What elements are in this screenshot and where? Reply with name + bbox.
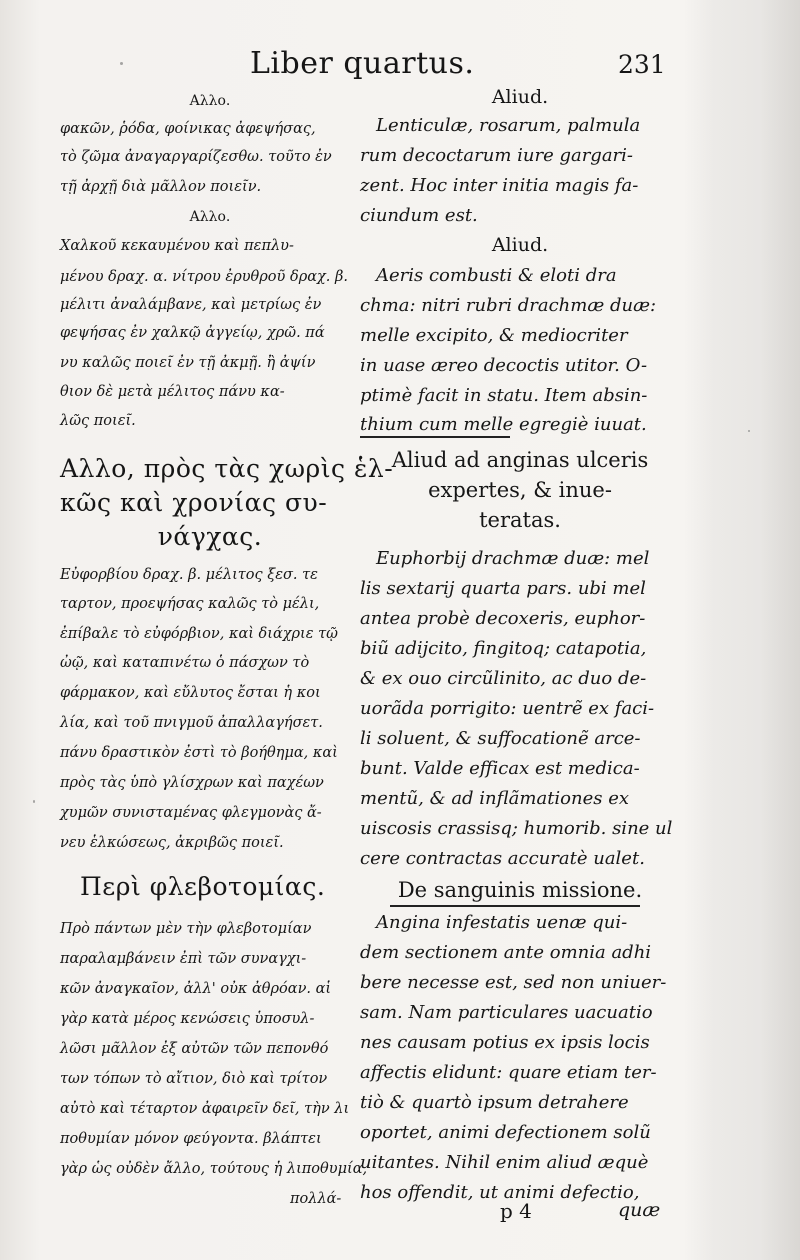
greek-line: φεψήσας ἐν χαλκῷ ἀγγείῳ, χρῶ. πά — [60, 325, 325, 341]
latin-line: Lenticulæ, rosarum, palmula — [376, 115, 641, 136]
latin-line: melle excipito, & mediocriter — [360, 325, 628, 346]
greek-line: τὸ ζῶμα ἀναγαργαρίζεσθω. τοῦτο ἐν — [60, 149, 332, 165]
greek-line: Αλλο, πρὸς τὰς χωρὶς ἑλ- — [60, 454, 394, 483]
page-gutter-shadow — [684, 0, 800, 1260]
greek-line: μένου δραχ. α. νίτρου ἐρυθροῦ δραχ. β. — [60, 269, 349, 285]
latin-line: affectis elidunt: quare etiam ter- — [360, 1062, 657, 1083]
greek-line: νυ καλῶς ποιεῖ ἐν τῇ ἀκμῇ. ἢ ἀψίν — [60, 355, 316, 371]
latin-line: rum decoctarum iure gargari- — [360, 145, 633, 166]
greek-line: τῇ ἀρχῇ διὰ μᾶλλον ποιεῖν. — [60, 179, 262, 195]
greek-line: Αλλο. — [189, 93, 231, 109]
greek-line: λία, καὶ τοῦ πνιγμοῦ ἀπαλλαγήσετ. — [60, 715, 323, 731]
greek-line: πολλά- — [290, 1191, 342, 1207]
latin-line: uitantes. Nihil enim aliud æquè — [360, 1152, 649, 1173]
greek-line: Χαλκοῦ κεκαυμένου καὶ πεπλυ- — [60, 238, 294, 254]
latin-line: bunt. Valde efficax est medica- — [360, 758, 640, 779]
latin-line: De sanguinis missione. — [397, 878, 643, 902]
greek-line: πρὸς τὰς ὑπὸ γλίσχρων καὶ παχέων — [60, 775, 324, 791]
greek-line: λῶσι μᾶλλον ἐξ αὐτῶν τῶν πεπονθό — [60, 1041, 329, 1057]
greek-text-column — [60, 84, 394, 1220]
greek-line: νευ ἑλκώσεως, ἀκριβῶς ποιεῖ. — [60, 835, 284, 851]
paper-speck — [120, 62, 123, 65]
greek-line: κῶν ἀναγκαῖον, ἀλλ' οὐκ ἀθρόαν. αἱ — [60, 981, 332, 997]
latin-line: Angina infestatis uenæ qui- — [376, 912, 628, 933]
folio-number: 231 — [618, 50, 666, 79]
latin-line: nes causam potius ex ipsis locis — [360, 1032, 650, 1053]
greek-line: των τόπων τὸ αἴτιον, διὸ καὶ τρίτον — [60, 1071, 328, 1087]
greek-line: γὰρ κατὰ μέρος κενώσεις ὑποσυλ- — [60, 1011, 315, 1027]
latin-line: chma: nitri rubri drachmæ duæ: — [360, 295, 657, 316]
latin-line: antea probè decoxeris, euphor- — [360, 608, 646, 629]
latin-line: uiscosis crassisq; humorib. sine ul — [360, 818, 673, 839]
latin-line: li soluent, & suffocationẽ arce- — [360, 728, 641, 749]
latin-line: teratas. — [479, 508, 561, 532]
latin-line: Aliud. — [491, 234, 549, 256]
latin-line: sam. Nam particulares uacuatio — [360, 1002, 653, 1023]
running-title: Liber quartus. — [250, 46, 475, 81]
handwritten-underline — [360, 436, 510, 438]
catchword: quæ — [618, 1199, 661, 1221]
greek-line: λῶς ποιεῖ. — [60, 413, 136, 429]
latin-line: ciundum est. — [360, 205, 478, 226]
greek-line: Πρὸ πάντων μὲν τὴν φλεβοτομίαν — [60, 921, 312, 937]
latin-line: expertes, & inue- — [428, 478, 612, 502]
signature-mark: p 4 — [500, 1199, 532, 1223]
greek-line: Αλλο. — [189, 209, 231, 225]
latin-line: oportet, animi defectionem solũ — [360, 1122, 651, 1143]
greek-line: Εὐφορβίου δραχ. β. μέλιτος ξεσ. τε — [60, 567, 318, 583]
greek-line: μέλιτι ἀναλάμβανε, καὶ μετρίως ἐν — [60, 297, 322, 313]
greek-line: κῶς καὶ χρονίας συ- — [60, 488, 328, 517]
latin-line: dem sectionem ante omnia adhi — [360, 942, 652, 963]
latin-line: hos offendit, ut animi defectio, — [360, 1182, 640, 1203]
latin-line: uorãda porrigito: uentrẽ ex faci- — [360, 698, 655, 719]
greek-line: θιον δὲ μετὰ μέλιτος πάνυ κα- — [60, 384, 285, 400]
paper-speck — [748, 430, 750, 432]
greek-line: παραλαμβάνειν ἐπὶ τῶν συναγχι- — [60, 951, 307, 967]
greek-line: νάγχας. — [157, 522, 263, 551]
latin-line: lis sextarij quarta pars. ubi mel — [360, 578, 646, 599]
heading-underline — [390, 905, 640, 907]
latin-line: biũ adijcito, fingitoq; catapotia, — [360, 638, 647, 659]
latin-line: Aeris combusti & eloti dra — [376, 265, 617, 286]
greek-line: πάνυ δραστικὸν ἐστὶ τὸ βοήθημα, καὶ — [60, 745, 338, 761]
greek-line: φακῶν, ῥόδα, φοίνικας ἀφεψήσας, — [60, 121, 316, 137]
latin-line: & ex ouo circũlinito, ac duo de- — [360, 668, 647, 689]
latin-line: cere contractas accuratè ualet. — [360, 848, 645, 869]
greek-line: φάρμακον, καὶ εὔλυτος ἔσται ἡ κοι — [60, 685, 321, 701]
paper-speck — [33, 800, 35, 803]
latin-line: bere necesse est, sed non uniuer- — [360, 972, 667, 993]
greek-line: ἐπίβαλε τὸ εὐφόρβιον, καὶ διάχριε τῷ — [60, 626, 338, 642]
latin-line: zent. Hoc inter initia magis fa- — [360, 175, 639, 196]
greek-line: ὠῷ, καὶ καταπινέτω ὁ πάσχων τὸ — [60, 655, 310, 671]
greek-line: αὐτὸ καὶ τέταρτον ἀφαιρεῖν δεῖ, τὴν λι — [60, 1101, 350, 1117]
latin-line: ptimè facit in statu. Item absin- — [360, 385, 648, 406]
greek-line: Περὶ φλεβοτομίας. — [80, 872, 326, 901]
latin-text-column — [360, 84, 680, 1220]
latin-line: thium cum melle egregiè iuuat. — [360, 414, 647, 435]
latin-line: mentũ, & ad inflãmationes ex — [360, 788, 630, 809]
greek-line: γὰρ ὡς οὐδὲν ἄλλο, τούτους ἡ λιποθυμία, — [60, 1161, 368, 1177]
latin-line: tiò & quartò ipsum detrahere — [360, 1092, 629, 1113]
latin-line: in uase æreo decoctis utitor. O- — [360, 355, 648, 376]
greek-line: ταρτον, προεψήσας καλῶς τὸ μέλι, — [60, 596, 320, 612]
latin-line: Aliud ad anginas ulceris — [391, 448, 649, 472]
latin-line: Aliud. — [491, 86, 549, 108]
greek-line: ποθυμίαν μόνον φεύγοντα. βλάπτει — [60, 1131, 322, 1147]
greek-line: χυμῶν συνισταμένας φλεγμονὰς ἄ- — [60, 805, 322, 821]
latin-line: Euphorbij drachmæ duæ: mel — [376, 548, 650, 569]
